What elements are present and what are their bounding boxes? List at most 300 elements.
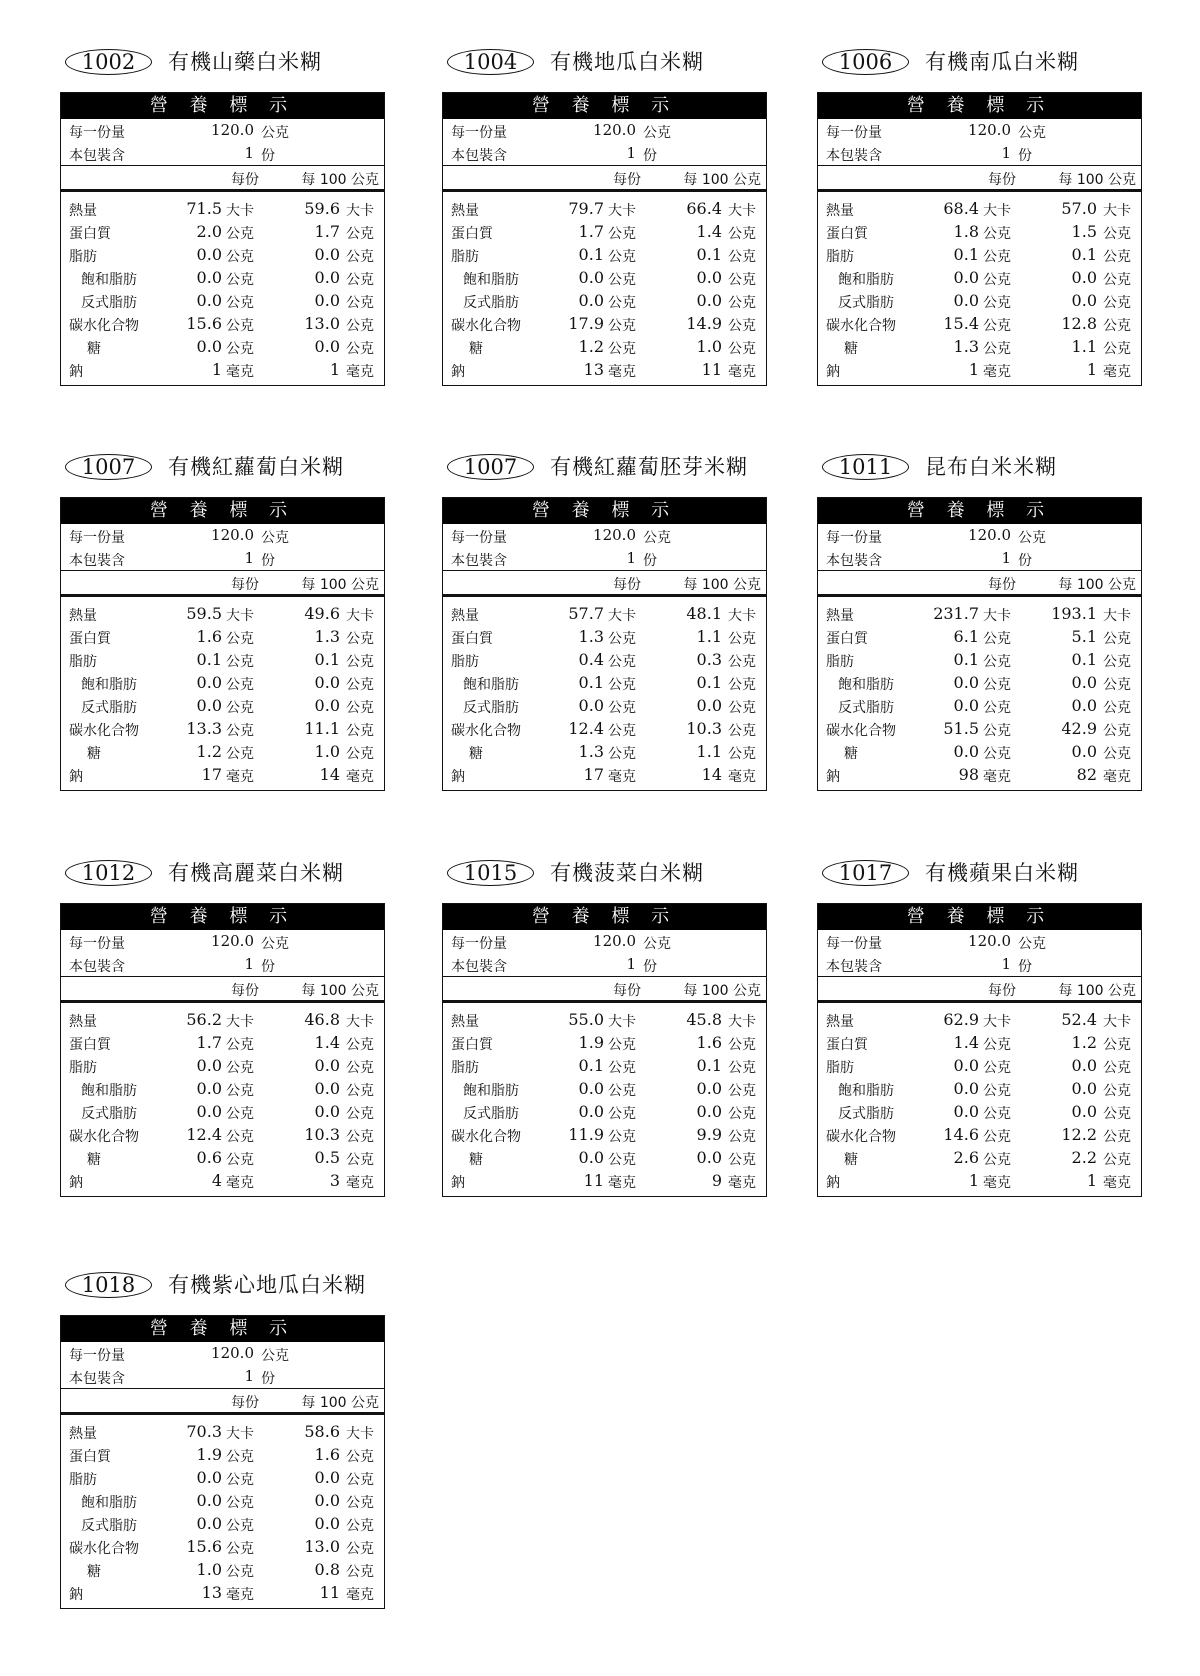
col-per-serving: 每份 — [988, 172, 1016, 188]
product-block — [442, 450, 767, 791]
per-100g-unit: 公克 — [728, 341, 756, 357]
per-serving-value: 6.1 — [953, 627, 979, 646]
nutrient-list — [818, 597, 1141, 790]
per-100g-value: 0.1 — [696, 1056, 722, 1075]
nutrition-label-title: 營 養 標 示 — [443, 904, 766, 930]
product-block — [60, 450, 385, 791]
per-100g-value: 1.7 — [314, 222, 340, 241]
product-name: 有機紫心地瓜白米糊 — [168, 1273, 366, 1297]
nutrient-list — [61, 192, 384, 385]
per-100g-unit: 公克 — [1103, 677, 1131, 693]
nutrient-row — [61, 717, 384, 740]
nutrient-row — [61, 1123, 384, 1146]
nutrient-name: 熱量 — [69, 1426, 97, 1442]
servings-unit: 份 — [1018, 959, 1032, 975]
product-code-badge: 1018 — [65, 1272, 152, 1298]
nutrient-row — [443, 1100, 766, 1123]
per-100g-unit: 公克 — [728, 1060, 756, 1076]
product-block — [817, 856, 1142, 1197]
per-100g-unit: 公克 — [346, 272, 374, 288]
per-100g-unit: 公克 — [346, 1037, 374, 1053]
per-serving-value: 1 — [211, 360, 222, 379]
col-per-100g: 每 100 公克 — [301, 1395, 379, 1411]
per-100g-value: 1.0 — [314, 742, 340, 761]
per-serving-unit: 公克 — [983, 723, 1011, 739]
per-serving-value: 0.0 — [578, 268, 604, 287]
product-block — [442, 856, 767, 1197]
per-serving-value: 1.8 — [953, 222, 979, 241]
per-100g-unit: 毫克 — [728, 364, 756, 380]
nutrient-name: 反式脂肪 — [81, 1106, 137, 1122]
serving-size-unit: 公克 — [261, 125, 289, 141]
serving-size-label: 每一份量 — [826, 125, 882, 141]
nutrient-row — [818, 289, 1141, 312]
per-serving-unit: 公克 — [226, 1495, 254, 1511]
per-100g-unit: 大卡 — [1103, 203, 1131, 219]
per-serving-value: 0.1 — [953, 245, 979, 264]
serving-size-unit: 公克 — [1018, 936, 1046, 952]
nutrient-row — [61, 1031, 384, 1054]
servings-label: 本包裝含 — [826, 959, 882, 975]
per-100g-value: 0.1 — [314, 650, 340, 669]
per-serving-value: 0.0 — [578, 1102, 604, 1121]
servings-row — [818, 547, 1141, 570]
per-100g-value: 0.0 — [696, 1079, 722, 1098]
per-serving-unit: 大卡 — [608, 1014, 636, 1030]
per-serving-unit: 公克 — [608, 249, 636, 265]
nutrient-name: 熱量 — [451, 1014, 479, 1030]
nutrient-row — [61, 602, 384, 625]
nutrient-row — [61, 1512, 384, 1535]
column-header-row — [818, 976, 1141, 1003]
nutrient-list — [61, 1415, 384, 1608]
per-100g-value: 52.4 — [1061, 1010, 1097, 1029]
per-serving-value: 0.0 — [196, 1514, 222, 1533]
per-100g-unit: 公克 — [1103, 1129, 1131, 1145]
nutrient-row — [818, 694, 1141, 717]
column-header-row — [61, 570, 384, 597]
per-100g-value: 45.8 — [686, 1010, 722, 1029]
servings-row — [61, 953, 384, 976]
per-100g-unit: 大卡 — [728, 1014, 756, 1030]
per-100g-value: 42.9 — [1061, 719, 1097, 738]
serving-size-label: 每一份量 — [69, 1348, 125, 1364]
nutrition-label-title: 營 養 標 示 — [818, 904, 1141, 930]
per-100g-value: 14 — [701, 765, 722, 784]
per-100g-value: 0.0 — [314, 337, 340, 356]
per-100g-unit: 公克 — [346, 295, 374, 311]
per-100g-unit: 公克 — [728, 723, 756, 739]
serving-size-value: 120.0 — [593, 526, 636, 544]
nutrient-row — [818, 763, 1141, 786]
nutrient-row — [818, 1123, 1141, 1146]
per-100g-unit: 公克 — [728, 1152, 756, 1168]
serving-size-unit: 公克 — [1018, 125, 1046, 141]
per-serving-value: 17 — [583, 765, 604, 784]
nutrient-row — [61, 1100, 384, 1123]
per-serving-value: 4 — [211, 1171, 222, 1190]
per-serving-value: 14.6 — [943, 1125, 979, 1144]
nutrient-name: 鈉 — [69, 1587, 83, 1603]
serving-size-row — [818, 119, 1141, 142]
product-name: 有機紅蘿蔔白米糊 — [168, 455, 344, 479]
per-serving-unit: 公克 — [983, 677, 1011, 693]
per-serving-unit: 大卡 — [608, 608, 636, 624]
nutrient-name: 脂肪 — [451, 1060, 479, 1076]
nutrient-row — [61, 1146, 384, 1169]
nutrient-row — [61, 266, 384, 289]
per-serving-unit: 公克 — [226, 1037, 254, 1053]
per-100g-unit: 公克 — [728, 272, 756, 288]
per-100g-value: 48.1 — [686, 604, 722, 623]
serving-size-label: 每一份量 — [826, 936, 882, 952]
per-serving-value: 0.0 — [578, 1148, 604, 1167]
per-100g-unit: 公克 — [346, 1541, 374, 1557]
serving-size-row — [61, 930, 384, 953]
col-per-serving: 每份 — [613, 172, 641, 188]
nutrient-row — [61, 1077, 384, 1100]
nutrient-row — [818, 1146, 1141, 1169]
servings-value: 1 — [244, 549, 254, 567]
nutrient-name: 熱量 — [69, 608, 97, 624]
nutrient-name: 反式脂肪 — [838, 1106, 894, 1122]
per-serving-unit: 公克 — [226, 1564, 254, 1580]
servings-value: 1 — [1001, 144, 1011, 162]
nutrient-name: 反式脂肪 — [838, 700, 894, 716]
nutrient-row — [443, 312, 766, 335]
serving-size-label: 每一份量 — [69, 125, 125, 141]
per-serving-unit: 公克 — [608, 677, 636, 693]
col-per-serving: 每份 — [988, 983, 1016, 999]
serving-size-row — [443, 119, 766, 142]
nutrient-name: 反式脂肪 — [463, 295, 519, 311]
per-serving-value: 1.2 — [196, 742, 222, 761]
col-per-serving: 每份 — [231, 172, 259, 188]
per-serving-unit: 毫克 — [983, 769, 1011, 785]
per-100g-unit: 公克 — [1103, 631, 1131, 647]
per-100g-value: 0.0 — [1071, 1102, 1097, 1121]
nutrient-row — [61, 1466, 384, 1489]
per-100g-unit: 毫克 — [728, 1175, 756, 1191]
per-100g-unit: 公克 — [728, 226, 756, 242]
nutrient-row — [443, 717, 766, 740]
nutrient-row — [61, 694, 384, 717]
nutrient-row — [818, 358, 1141, 381]
per-100g-value: 1.6 — [314, 1445, 340, 1464]
column-header-row — [443, 976, 766, 1003]
nutrient-name: 鈉 — [451, 364, 465, 380]
per-100g-unit: 公克 — [1103, 318, 1131, 334]
per-100g-value: 0.0 — [314, 268, 340, 287]
nutrient-row — [818, 266, 1141, 289]
per-100g-unit: 公克 — [346, 1472, 374, 1488]
per-serving-value: 0.0 — [953, 291, 979, 310]
per-100g-unit: 公克 — [728, 746, 756, 762]
serving-size-value: 120.0 — [968, 932, 1011, 950]
nutrition-label-title: 營 養 標 示 — [818, 93, 1141, 119]
nutrient-row — [818, 243, 1141, 266]
per-100g-value: 2.2 — [1071, 1148, 1097, 1167]
product-header — [60, 1268, 385, 1302]
per-serving-value: 1.0 — [196, 1560, 222, 1579]
nutrient-row — [61, 1054, 384, 1077]
per-serving-unit: 公克 — [608, 341, 636, 357]
per-serving-unit: 公克 — [983, 746, 1011, 762]
per-100g-value: 0.1 — [1071, 650, 1097, 669]
per-100g-unit: 公克 — [346, 1106, 374, 1122]
nutrient-name: 脂肪 — [826, 249, 854, 265]
servings-value: 1 — [626, 549, 636, 567]
per-100g-value: 59.6 — [304, 199, 340, 218]
per-serving-value: 0.0 — [196, 696, 222, 715]
per-serving-unit: 公克 — [226, 1106, 254, 1122]
per-100g-value: 0.0 — [1071, 1056, 1097, 1075]
nutrient-name: 反式脂肪 — [838, 295, 894, 311]
nutrient-row — [61, 1535, 384, 1558]
per-serving-value: 1.3 — [578, 627, 604, 646]
per-100g-value: 0.0 — [314, 696, 340, 715]
nutrient-name: 熱量 — [451, 203, 479, 219]
per-serving-value: 1.7 — [578, 222, 604, 241]
product-header — [60, 856, 385, 890]
nutrition-label — [60, 92, 385, 386]
nutrient-name: 糖 — [469, 1152, 483, 1168]
per-100g-value: 0.0 — [314, 1468, 340, 1487]
nutrient-row — [818, 220, 1141, 243]
col-per-100g: 每 100 公克 — [1058, 983, 1136, 999]
nutrient-row — [443, 625, 766, 648]
nutrition-label — [442, 903, 767, 1197]
servings-row — [61, 1365, 384, 1388]
per-serving-unit: 公克 — [226, 272, 254, 288]
per-100g-value: 0.0 — [1071, 673, 1097, 692]
nutrient-name: 熱量 — [69, 1014, 97, 1030]
per-100g-value: 10.3 — [304, 1125, 340, 1144]
nutrient-row — [61, 1008, 384, 1031]
per-serving-value: 0.0 — [196, 1079, 222, 1098]
per-100g-unit: 大卡 — [728, 608, 756, 624]
per-serving-value: 17.9 — [568, 314, 604, 333]
nutrient-name: 反式脂肪 — [463, 1106, 519, 1122]
product-code-badge: 1006 — [822, 49, 909, 75]
per-serving-unit: 公克 — [983, 295, 1011, 311]
per-serving-unit: 毫克 — [226, 364, 254, 380]
per-serving-value: 1.6 — [196, 627, 222, 646]
nutrient-name: 鈉 — [826, 1175, 840, 1191]
servings-value: 1 — [626, 144, 636, 162]
product-name: 有機山藥白米糊 — [168, 50, 322, 74]
serving-size-unit: 公克 — [643, 530, 671, 546]
per-serving-value: 0.0 — [196, 673, 222, 692]
servings-value: 1 — [244, 144, 254, 162]
per-serving-value: 2.6 — [953, 1148, 979, 1167]
serving-size-row — [818, 524, 1141, 547]
product-code-badge: 1002 — [65, 49, 152, 75]
per-100g-value: 0.0 — [696, 291, 722, 310]
nutrition-label — [817, 92, 1142, 386]
per-serving-unit: 公克 — [226, 1518, 254, 1534]
per-serving-unit: 大卡 — [608, 203, 636, 219]
per-serving-unit: 大卡 — [226, 1014, 254, 1030]
per-100g-unit: 公克 — [1103, 1083, 1131, 1099]
servings-value: 1 — [1001, 549, 1011, 567]
nutrient-row — [61, 220, 384, 243]
serving-size-label: 每一份量 — [69, 530, 125, 546]
per-serving-unit: 毫克 — [226, 769, 254, 785]
per-serving-value: 1 — [968, 1171, 979, 1190]
per-serving-value: 71.5 — [186, 199, 222, 218]
per-100g-unit: 公克 — [1103, 723, 1131, 739]
per-100g-value: 0.0 — [1071, 696, 1097, 715]
serving-size-value: 120.0 — [211, 932, 254, 950]
nutrient-row — [443, 1169, 766, 1192]
col-per-serving: 每份 — [231, 577, 259, 593]
per-serving-value: 1.9 — [196, 1445, 222, 1464]
per-serving-value: 1.3 — [578, 742, 604, 761]
per-100g-unit: 公克 — [346, 249, 374, 265]
per-100g-value: 0.0 — [314, 673, 340, 692]
nutrient-row — [818, 197, 1141, 220]
nutrient-name: 熱量 — [826, 1014, 854, 1030]
nutrient-row — [443, 648, 766, 671]
per-100g-value: 1 — [1086, 1171, 1097, 1190]
nutrient-list — [443, 597, 766, 790]
nutrient-name: 反式脂肪 — [81, 295, 137, 311]
per-serving-unit: 毫克 — [983, 364, 1011, 380]
per-serving-unit: 公克 — [983, 341, 1011, 357]
per-100g-value: 9.9 — [696, 1125, 722, 1144]
nutrient-row — [61, 1420, 384, 1443]
per-serving-unit: 公克 — [608, 272, 636, 288]
per-100g-unit: 毫克 — [346, 364, 374, 380]
per-serving-unit: 毫克 — [608, 364, 636, 380]
per-serving-value: 0.0 — [196, 291, 222, 310]
per-serving-unit: 大卡 — [983, 203, 1011, 219]
product-block — [442, 45, 767, 386]
nutrition-label-title: 營 養 標 示 — [443, 93, 766, 119]
per-100g-unit: 公克 — [346, 654, 374, 670]
column-header-row — [443, 165, 766, 192]
per-serving-value: 0.0 — [953, 742, 979, 761]
nutrition-label — [60, 903, 385, 1197]
col-per-100g: 每 100 公克 — [301, 983, 379, 999]
per-100g-value: 10.3 — [686, 719, 722, 738]
per-serving-unit: 公克 — [983, 318, 1011, 334]
nutrient-list — [818, 192, 1141, 385]
per-100g-unit: 公克 — [346, 1518, 374, 1534]
product-name: 有機南瓜白米糊 — [925, 50, 1079, 74]
per-serving-unit: 公克 — [226, 1083, 254, 1099]
per-100g-unit: 公克 — [1103, 272, 1131, 288]
nutrient-row — [61, 1489, 384, 1512]
nutrition-label-title: 營 養 標 示 — [61, 1316, 384, 1342]
per-100g-unit: 公克 — [1103, 700, 1131, 716]
serving-size-value: 120.0 — [968, 121, 1011, 139]
per-100g-value: 0.0 — [696, 268, 722, 287]
nutrient-row — [818, 1031, 1141, 1054]
nutrient-name: 蛋白質 — [69, 1037, 111, 1053]
nutrient-name: 鈉 — [69, 1175, 83, 1191]
per-100g-unit: 公克 — [346, 1152, 374, 1168]
product-code-badge: 1015 — [447, 860, 534, 886]
per-100g-unit: 公克 — [1103, 295, 1131, 311]
serving-size-value: 120.0 — [593, 932, 636, 950]
per-100g-value: 0.0 — [696, 1102, 722, 1121]
nutrient-row — [818, 312, 1141, 335]
per-100g-value: 0.3 — [696, 650, 722, 669]
nutrient-row — [818, 602, 1141, 625]
per-serving-value: 1.3 — [953, 337, 979, 356]
servings-value: 1 — [244, 1367, 254, 1385]
per-serving-value: 11 — [583, 1171, 604, 1190]
nutrient-name: 蛋白質 — [826, 631, 868, 647]
nutrient-row — [818, 625, 1141, 648]
per-100g-value: 0.1 — [696, 245, 722, 264]
product-code-badge: 1007 — [65, 454, 152, 480]
per-100g-value: 0.1 — [696, 673, 722, 692]
nutrient-name: 飽和脂肪 — [81, 1083, 137, 1099]
product-code-badge: 1017 — [822, 860, 909, 886]
column-header-row — [818, 570, 1141, 597]
per-serving-unit: 公克 — [983, 654, 1011, 670]
per-serving-unit: 公克 — [226, 1472, 254, 1488]
per-serving-value: 59.5 — [186, 604, 222, 623]
serving-size-unit: 公克 — [643, 936, 671, 952]
per-100g-value: 0.0 — [1071, 1079, 1097, 1098]
per-serving-value: 15.6 — [186, 1537, 222, 1556]
nutrient-name: 飽和脂肪 — [838, 272, 894, 288]
per-serving-unit: 大卡 — [983, 608, 1011, 624]
per-100g-unit: 公克 — [346, 1564, 374, 1580]
per-serving-unit: 毫克 — [608, 1175, 636, 1191]
nutrient-row — [818, 717, 1141, 740]
per-100g-value: 0.0 — [1071, 742, 1097, 761]
servings-unit: 份 — [643, 148, 657, 164]
product-name: 昆布白米米糊 — [925, 455, 1057, 479]
nutrient-name: 蛋白質 — [451, 1037, 493, 1053]
nutrient-name: 脂肪 — [826, 654, 854, 670]
per-serving-unit: 公克 — [226, 1449, 254, 1465]
per-100g-unit: 公克 — [1103, 341, 1131, 357]
per-100g-value: 9 — [711, 1171, 722, 1190]
product-header — [817, 45, 1142, 79]
per-100g-value: 5.1 — [1071, 627, 1097, 646]
per-serving-unit: 公克 — [608, 1037, 636, 1053]
servings-label: 本包裝含 — [451, 959, 507, 975]
per-serving-unit: 公克 — [226, 226, 254, 242]
servings-unit: 份 — [1018, 553, 1032, 569]
per-serving-value: 0.0 — [196, 245, 222, 264]
per-serving-value: 51.5 — [943, 719, 979, 738]
serving-size-row — [443, 524, 766, 547]
per-serving-value: 0.0 — [953, 1102, 979, 1121]
per-100g-unit: 公克 — [728, 631, 756, 647]
nutrient-name: 蛋白質 — [69, 226, 111, 242]
nutrient-row — [443, 763, 766, 786]
per-serving-unit: 公克 — [226, 1541, 254, 1557]
nutrient-name: 碳水化合物 — [451, 1129, 521, 1145]
nutrient-name: 脂肪 — [69, 249, 97, 265]
servings-label: 本包裝含 — [826, 148, 882, 164]
product-block — [60, 856, 385, 1197]
servings-label: 本包裝含 — [69, 1371, 125, 1387]
per-serving-value: 0.1 — [578, 673, 604, 692]
per-100g-value: 82 — [1076, 765, 1097, 784]
servings-label: 本包裝含 — [451, 148, 507, 164]
per-100g-unit: 大卡 — [1103, 608, 1131, 624]
per-100g-unit: 大卡 — [346, 608, 374, 624]
col-per-100g: 每 100 公克 — [683, 172, 761, 188]
